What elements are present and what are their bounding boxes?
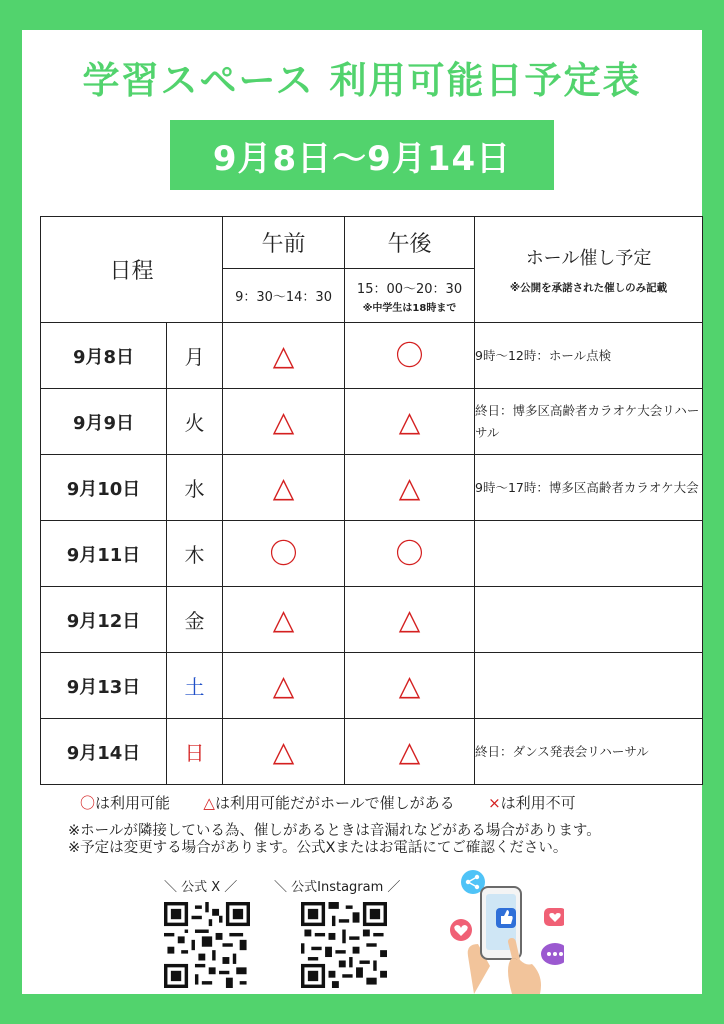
row-pm-mark: △ xyxy=(345,587,475,653)
table-row xyxy=(41,455,703,521)
row-am-mark xyxy=(223,323,345,389)
row-am-mark: △ xyxy=(223,587,345,653)
page-title: 学習スペース 利用可能日予定表 xyxy=(82,59,642,102)
header-afternoon: 午後 xyxy=(345,217,475,269)
row-event: 9時～17時：博多区高齢者カラオケ大会 xyxy=(475,455,703,521)
row-am-mark: △ xyxy=(223,653,345,719)
table-row xyxy=(41,719,703,785)
row-dow: 木 xyxy=(167,521,223,587)
table-row xyxy=(41,587,703,653)
row-pm-mark: △ xyxy=(345,719,475,785)
row-date: 9月12日 xyxy=(41,587,167,653)
availability-table xyxy=(40,216,703,785)
header-afternoon-time: 15：00～20：30 xyxy=(356,281,463,297)
x-label: ＼ 公式 X ／ xyxy=(164,880,238,895)
smartphone-sns-illustration xyxy=(434,866,564,994)
header-hall xyxy=(475,217,703,323)
instagram-label: ＼ 公式Instagram ／ xyxy=(274,880,401,895)
pointing-hand xyxy=(508,958,541,994)
legend-triangle-mark: △ xyxy=(203,794,215,812)
header-morning: 午前 xyxy=(223,217,345,269)
row-pm-mark: △ xyxy=(345,389,475,455)
row-event xyxy=(475,521,703,587)
row-event: 終日：博多区高齢者カラオケ大会リハーサル xyxy=(475,389,703,455)
table-row xyxy=(41,323,703,389)
row-dow: 月 xyxy=(167,323,223,389)
row-pm-mark: 〇 xyxy=(345,323,475,389)
row-dow: 水 xyxy=(167,455,223,521)
row-dow: 金 xyxy=(167,587,223,653)
row-pm-mark: 〇 xyxy=(345,521,475,587)
row-am-mark: △ xyxy=(223,719,345,785)
legend-circle-text: は利用可能 xyxy=(95,794,171,812)
header-hall-title: ホール催し予定 xyxy=(525,248,652,269)
row-pm-mark: △ xyxy=(345,455,475,521)
row-date: 9月8日 xyxy=(41,323,167,389)
x-qr-code[interactable] xyxy=(164,902,250,988)
row-am-mark: △ xyxy=(223,455,345,521)
row-am-mark: 〇 xyxy=(223,521,345,587)
row-date: 9月10日 xyxy=(41,455,167,521)
legend xyxy=(80,792,680,813)
legend-circle-mark: 〇 xyxy=(80,794,96,812)
row-dow: 火 xyxy=(167,389,223,455)
row-event: 9時～12時：ホール点検 xyxy=(475,323,703,389)
header-hall-note: ※公開を承諾された催しのみ記載 xyxy=(509,282,668,294)
row-date: 9月9日 xyxy=(41,389,167,455)
row-event xyxy=(475,653,703,719)
notes xyxy=(68,823,688,858)
note-line: ※予定は変更する場合があります。公式Xまたはお電話にてご確認ください。 xyxy=(68,840,568,857)
legend-triangle-text: は利用可能だがホールで催しがある xyxy=(214,794,455,812)
row-event xyxy=(475,587,703,653)
row-date: 9月13日 xyxy=(41,653,167,719)
header-afternoon-time-cell xyxy=(345,269,475,323)
triangle-mark: △ xyxy=(272,338,295,372)
schedule-card xyxy=(22,30,702,994)
table-row xyxy=(41,389,703,455)
table-row xyxy=(41,521,703,587)
row-pm-mark: △ xyxy=(345,653,475,719)
table-row xyxy=(41,653,703,719)
row-dow: 日 xyxy=(167,719,223,785)
row-event: 終日：ダンス発表会リハーサル xyxy=(475,719,703,785)
header-morning-time: 9：30～14：30 xyxy=(223,269,345,323)
row-am-mark: △ xyxy=(223,389,345,455)
header-schedule: 日程 xyxy=(41,217,223,323)
header-afternoon-note: ※中学生は18時まで xyxy=(362,302,457,314)
legend-cross-text: は利用不可 xyxy=(500,794,576,812)
row-date: 9月14日 xyxy=(41,719,167,785)
instagram-qr-code[interactable] xyxy=(301,902,387,988)
note-line: ※ホールが隣接している為、催しがあるときは音漏れなどがある場合があります。 xyxy=(68,823,601,839)
legend-cross-mark: × xyxy=(488,794,501,812)
row-dow: 土 xyxy=(167,653,223,719)
row-date: 9月11日 xyxy=(41,521,167,587)
date-range-banner: 9月8日～9月14日 xyxy=(170,120,554,190)
